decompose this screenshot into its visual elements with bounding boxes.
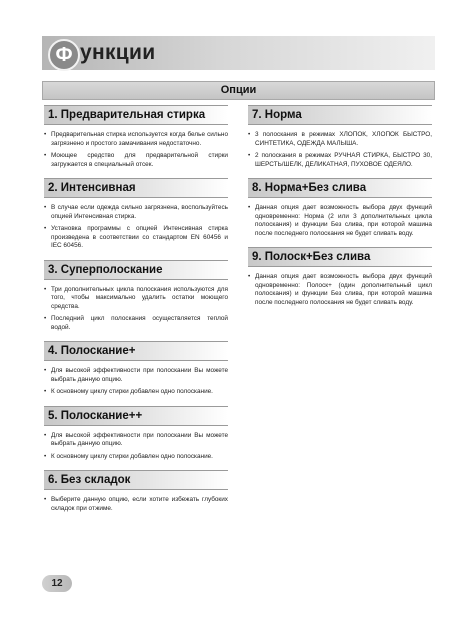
option-block xyxy=(44,470,228,513)
option-heading: 7. Норма xyxy=(248,105,432,125)
right-column xyxy=(248,105,432,316)
option-block xyxy=(248,247,432,307)
option-heading: 5. Полоскание++ xyxy=(44,406,228,426)
page-number: 12 xyxy=(42,575,72,592)
option-bullet: • Выберите данную опцию, если хотите избежать глубоких складок при отжиме. xyxy=(44,496,228,513)
page-title: ункции xyxy=(80,41,156,64)
option-heading: 6. Без складок xyxy=(44,470,228,490)
section-title: Опции xyxy=(42,81,435,100)
option-bullet: • Предварительная стирка используется когда белье сильно загрязнено и простого замачивания недостаточно. xyxy=(44,131,228,148)
option-bullet: • Последний цикл полоскания осуществляется теплой водой. xyxy=(44,315,228,332)
option-block xyxy=(248,105,432,169)
option-bullet: • Данная опция дает возможность выбора двух функций одновременно: Полоск+ (один дополнительный цикл полоскания) и функции Без слива, при которой машина после последнего полоскания не будет сливать воду. xyxy=(248,273,432,307)
option-bullet: • К основному циклу стирки добавлен одно полоскание. xyxy=(44,388,228,397)
option-block xyxy=(44,105,228,169)
option-heading: 8. Норма+Без слива xyxy=(248,178,432,198)
option-bullet: • Данная опция дает возможность выбора двух функций одновременно: Норма (2 или 3 дополнительных цикла полоскания) и функции Без слива, при которой машина после последнего полоскания не будет сливать воду. xyxy=(248,204,432,238)
option-bullet: • Моющее средство для предварительной стирки загружается в специальный отсек. xyxy=(44,152,228,169)
option-bullet: • Три дополнительных цикла полоскания используются для того, чтобы максимально удалить остатки моющего средства. xyxy=(44,286,228,312)
option-block xyxy=(44,260,228,333)
left-column xyxy=(44,105,228,522)
option-heading: 2. Интенсивная xyxy=(44,178,228,198)
option-bullet: • Для высокой эффективности при полоскании Вы можете выбрать данную опцию. xyxy=(44,367,228,384)
option-bullet: • Установка программы с опцией Интенсивная стирка произведена в соответствии со стандартом EN 60456 и IEC 60456. xyxy=(44,225,228,251)
option-block xyxy=(44,406,228,462)
option-block xyxy=(44,178,228,251)
option-block xyxy=(248,178,432,238)
option-bullet: • 2 полоскания в режимах РУЧНАЯ СТИРКА, БЫСТРО 30, ШЕРСТЬ/ШЕЛК, ДЕЛИКАТНАЯ, ПУХОВОЕ ОДЕЯЛО. xyxy=(248,152,432,169)
option-block xyxy=(44,341,228,397)
option-heading: 3. Суперполоскание xyxy=(44,260,228,280)
option-bullet: • В случае если одежда сильно загрязнена, воспользуйтесь опцией Интенсивная стирка. xyxy=(44,204,228,221)
option-heading: 4. Полоскание+ xyxy=(44,341,228,361)
chapter-letter-icon: Ф xyxy=(48,39,80,71)
option-bullet: • К основному циклу стирки добавлен одно полоскание. xyxy=(44,453,228,462)
option-heading: 9. Полоск+Без слива xyxy=(248,247,432,267)
option-heading: 1. Предварительная стирка xyxy=(44,105,228,125)
option-bullet: • 3 полоскания в режимах ХЛОПОК, ХЛОПОК БЫСТРО, СИНТЕТИКА, ОДЕЖДА МАЛЫША. xyxy=(248,131,432,148)
option-bullet: • Для высокой эффективности при полоскании Вы можете выбрать данную опцию. xyxy=(44,432,228,449)
